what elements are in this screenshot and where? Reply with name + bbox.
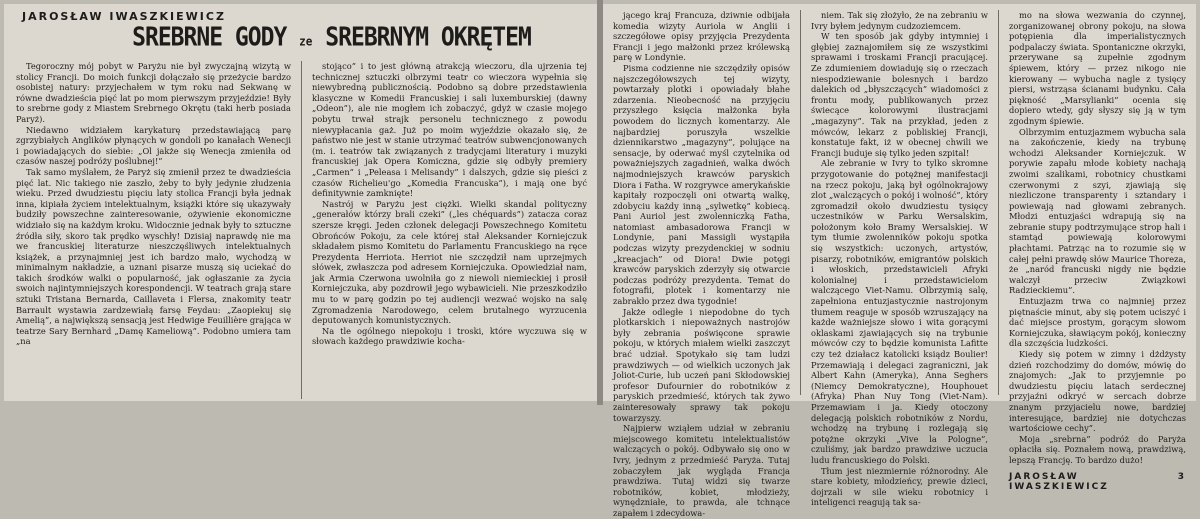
paragraph: jącego kraj Francuza, dziwnie odbijała komedia wizyty Auriola w Anglii i szczegółowe opisy przyjęcia Prezydenta Francji i jego małżonki przez królewską parę w Londynie. [613,10,790,63]
paragraph: Niedawno widziałem karykaturę przedstawiającą parę zgrzybiałych Anglików płynących w gondoli po kanałach Wenecji i powiadających do siebie: „Ol jakże się Wenecja zmieniła od czasów naszej podróży poślubnej!” [16,124,291,167]
paragraph: mo na słowa wezwania do czynnej, zorganizowanej obrony pokoju, na słowa potępienia dla imperialistycznych podpalaczy świata. Spontaniczne okrzyki, przerywane są zupełnie zgodnym śpiewem, który — przez nikogo nie kierowany — wybucha nagle z tysięcy piersi, wstrząsa ścianami budynku. Cała piękność „Marsylianki” ocenia się dopiero wtedy, gdy słyszy się ją w tym zgodnym śpiewie. [1009,10,1186,126]
left-page [4,4,597,401]
text-column [312,61,587,399]
page-number: 3 [1177,471,1186,482]
title-part-2: SREBRNYM OKRĘTEM [325,23,531,53]
title-connector: ze [299,34,313,49]
signature-line [1009,472,1186,493]
paragraph: Najpierw wziąłem udział w zebraniu miejscowego komitetu intelektualistów walczących o pokój. Odbywało się ono w Ivry, jednym z przedmieść Paryża. Tutaj zobaczyłem jak wygląda Francja prawdziwa. Tutaj widzi się twarze robotników, kobiet, młodzieży, wynędzniałe, to prawda, ale tchnące zapałem i zdecydowa- [613,423,790,518]
article-title [76,23,587,57]
paragraph: Nastrój w Paryżu jest ciężki. Wielki skandal polityczny „generałów którzy brali czeki” („les chéquards”) zatacza coraz szersze kręgi. Jeden członek delegacji Powszechnego Komitetu Obrońców Pokoju, za cele której stał Aleksander Korniejczuk składałem pismo Komitetu do Parlamentu Francuskiego na ręce Prezydenta Herriota. Herriot nie szczędził nam uprzejmych słówek, zwłaszcza pod adresem Korniejczuka. Opowiedział nam, jak Armia Czerwona uwolniła go z niewoli niemieckiej i prosił Korniejczuka, aby pozdrowił jego wybawicieli. Nie przeszkodziło mu to w parę godzin po tej audiencji wezwać wojsko na salę Zgromadzenia Narodowego, celem brutalnego wyrzucenia deputowanych komunistycznych. [312,198,587,326]
text-column [16,61,291,399]
text-column [811,10,988,508]
title-part-1: SREBRNE GODY [132,23,287,53]
paragraph: Jakże odległe i niepodobne do tych plotkarskich i niepoważnych nastrojów były zebrania poświęcone sprawie pokoju, w których miałem wielki zaszczyt brać udział. Spotykało się tam ludzi prawdziwych — od wielkich uczonych jak Joliot-Curie, lub uczeń pani Skłodowskiej profesor Dufournier do robotników z paryskich przedmieść, których tak żywo zainteresowały sprawy tak pokoju towarzyszy. [613,306,790,423]
paragraph: Olbrzymim entuzjazmem wybucha sala na zakończenie, kiedy na trybunę wchodzi Aleksander Korniejczuk. W porywie zapału młode kobiety nachają zwoimi szalikami, robotnicy chustkami czerwonymi z szyi, zjawiają się niezliczone transparenty i sztandary i powiewają nad głowami zebranych. Młodzi entuzjaści wdrapują się na zebranie stupy podtrzymujące strop hali i stamtąd powiewają kolorowymi płachtami. Patrząc na to rozumie się w całej pełni prawdę słów Maurice Thoreza, że „naród francuski nigdy nie będzie walczył przeciw Związkowi Radzieckiemu”. [1009,126,1186,296]
column-divider [800,10,801,395]
left-columns [16,61,587,399]
text-column [613,10,790,518]
paragraph: Tegoroczny mój pobyt w Paryżu nie był zwyczajną wizytą w stolicy Francji. Do moich funkcji dołączało się przeżycie bardzo osobistej natury: przyjechałem w tym roku nad Sekwanę w równe dwadzieścia pięć lat po mom pierwszym przyjeździe! Były to srebrne gody z Miastem Srebrnego Okrętu (taki herb posiada Paryż). [16,61,291,124]
column-divider [998,10,999,395]
column-divider [301,61,302,399]
paragraph: W ten sposób jak gdyby intymniej i głębiej zaznajomiłem się ze wszystkimi sprawami i troskami Francji pracującej. Ze zdumieniem dowiaduję się o rzeczach niespodziewanie bolesnych i bardzo dalekich od „błyszczących” wiadomości z frontu mody, publikowanych przez świecące kolorowymi ilustracjami „magazyny”. Tak na przykład, jeden z mówców, lekarz z pobliskiej Francji, konstatuje fakt, iż w obecnej chwili we Francji buduje się tylko jeden szpital! [811,31,988,158]
author-name: JAROSŁAW IWASZKIEWICZ [22,10,226,23]
paragraph: Pisma codzienne nie szczędziły opisów najszczegółowszych tej wizyty, powtarzały plotki i opowiadały błahe zdarzenia. Nieobecność na przyjęciu przyszłego księcia małżonka była powodem do licznych komentarzy. Ale najbardziej poruszyła wszelkie dziennikarstwo „magazyny”, polujące na sensacje, by oderwać myśl czytelnika od poważniejszych zagadnień, walka dwóch najmodniejszych krawców paryskich Diora i Fatha. W rozgrywce amerykańskie kapitały rozpoczęli oni otwartą walkę, zdobyciu każdy inną „sylwetkę” kobiecą. Pani Auriol jest zwolenniczką Fatha, natomiast ambasadorowa Francji w Londynie, pani Massigli wystąpiła podczas wizyty prezydenckiej w sodniu „kreacjach” od Diora! Dwie potęgi krawców paryskich zderzyły się otwarcie podczas podróży prezydenta. Temat do fotografii, plotek i komentarzy nie zabrakło przez dwa tygodnie! [613,62,790,307]
paragraph: Ale zebranie w Ivry to tylko skromne przygotowanie do potężnej manifestacji na rzecz pokoju, jaką był ogólnokrajowy zlot „walczących o pokój i wolność”, który zgromadził około dwudziestu tysięcy uczestników w Parku Wersalskim, położonym koło Bramy Wersalskiej. W tym tłumie zwolenników pokoju spotka się wszystkich: uczonych, artystów, pisarzy, robotników, emigrantów polskich i włoskich, przedstawicieli Afryki kolonialnej i przedstawicielom walczącego Viet-Namu. Olbrzymią salę, zapełniona entuzjastycznie nastrojonym tłumem reaguje w sposób wzruszający na każde ważniejsze słowo i wita gorącymi oklaskami zjawiających się na trybunie mówców czy to będzie komunista Lafitte czy też działacz katolicki ksiądz Boulier! Przemawiają i delegaci zagraniczni, jak Albert Kahn (Ameryka), Anna Seghers (Niemcy Demokratyczne), Houphouet (Afryka) Phan Nuy Tong (Viet-Nam). Przemawiam i ja. Kiedy otoczony delegacją polskich robotników z Nordu, wchodzę na trybunę i rozlegają się potężne okrzyki „Vive la Pologne”, czuliśmy, jak bardzo prawdziwe uczucia ludu francuskiego do Polski. [811,158,988,465]
text-column [1009,10,1186,493]
paragraph: Kiedy się potem w zimny i dżdżysty dzień rozchodzimy do domów, mówię do znajomych: „Jak to przyjemnie po dwudziestu pięciu latach serdecznej przyjaźni odkryć w sercach dobrze znanym przyjacielu nowe, bardziej interesujące, bardziej nie dotychczas wartościowe cechy”. [1009,349,1186,434]
paragraph: Tak samo myślałem, że Paryż się zmienił przez te dwadzieścia pięć lat. Nic takiego nie zaszło, żeby to były jedynie złudzenia wieku. Przed dwudziestu pięciu laty stolica Francji była jednak inna, kipiała życiem intelektualnym, książki które się ukazywały budziły powszechne zainteresowanie, ożywienie ekonomiczne widziało się na każdym kroku. Widocznie jednak były to sztuczne źródła siły, skoro tak prędko wyschły! Dzisiaj naprawdę nie ma we francuskiej literaturze nieszczęśliwych intelektualnych książek, a przynajmniej jest ich bardzo mało, wychodzą w minimalnym nakładzie, a uznani pisarze muszą się uciekać do takich środków walki o popularność, jak ogłaszanie za życia swoich najintymniejszych korespondencji. W teatrach grają stare sztuki Tristana Bernarda, Caillaveta i Flersa, znakomity teatr Barrault wystawia zardzewiałą farsę Feydau: „Zaopiekuj się Amelią”, a największą sensacją jest Hedwige Feuillière grająca w teatrze Sary Bernhard „Damę Kameliową”. Podobno umiera tam „na [16,166,291,347]
paragraph: Moja „srebrna” podróż do Paryża opłaciła się. Poznałem nową, prawdziwą, lepszą Francję. To bardzo dużo! [1009,433,1186,465]
right-columns [613,10,1186,518]
paragraph: stojąco” i to jest główną atrakcją wieczoru, dla ujrzenia tej technicznej sztuczki olbrzymi teatr co wieczora wypełnia się niewybredną publicznością. Podobno są dobre przedstawienia klasyczne w Komedii Francuskiej i sali luxemburskiej (dawny „Odeon”), ale nie mogłem ich zobaczyć, gdyż w czasie mojego pobytu trwał strajk personelu technicznego z powodu niewypłacania gaż. Już po moim wyjeździe okazało się, że państwo nie jest w stanie utrzymać teatrów subwencjonowanych (m. i. teatrów tak związanych z tradycjami literatury i muzyki francuskiej jak Opera Komiczna, gdzie się odbyły premiery „Carmen” i „Peleasa i Melisandy” i dalszych, gdzie się pieści z czasów Richelieu'go „Komedia Francuska”), i mają one być definitywnie zamknięte! [312,61,587,199]
paragraph: Tłum jest niezmiernie różnorodny. Ale stare kobiety, młodzieńcy, prewie dzieci, dojrzali w sile wieku robotnicy i inteligenci reagują tak sa- [811,465,988,508]
right-page [603,4,1196,518]
paragraph: Na tle ogólnego niepokoju i troski, które wyczuwa się w słowach każdego prawdziwie kocha- [312,325,587,347]
signature: JAROSŁAW IWASZKIEWICZ [1009,471,1109,493]
paragraph: niem. Tak się złożyło, że na zebraniu w Ivry byłem jedynym cudzoziemcem. [811,10,988,31]
paragraph: Entuzjazm trwa co najmniej przez piętnaście minut, aby się potem uciszyć i dać miejsce prostym, gorącym słowom Korniejczuka, sławiącym pokój, konieczny dla szczęścia ludzkości. [1009,296,1186,349]
